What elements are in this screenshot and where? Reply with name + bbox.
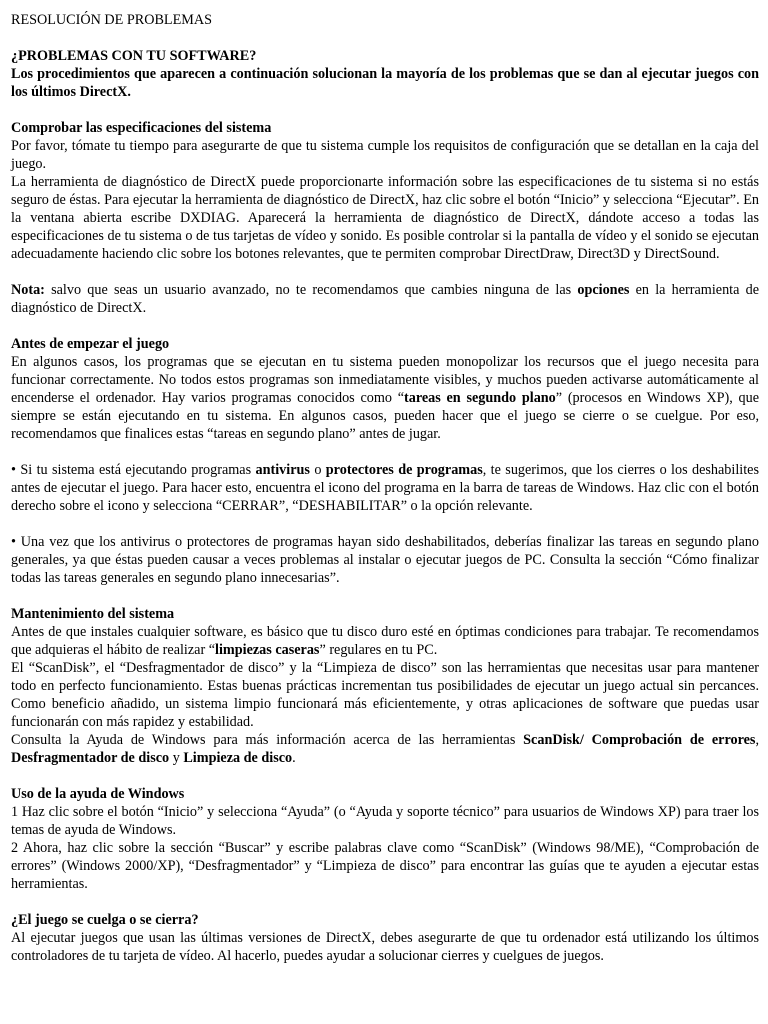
crash-paragraph-1: Al ejecutar juegos que usan las últimas versiones de DirectX, debes asegurarte de que tu ordenador está utilizando los últimos controladores de tu tarjeta de vídeo. Al hacerlo, puedes ayudar a solucionar cierres y cuelgues de juegos. bbox=[11, 930, 759, 964]
maintenance-paragraph-3 bbox=[11, 731, 759, 767]
maint-p1-a: Antes de que instales cualquier software, es básico que tu disco duro esté en óptimas condiciones para trabajar. Te recomendamos que adquieras el hábito de realizar “ bbox=[11, 624, 759, 658]
before-p1-a: En algunos casos, los programas que se ejecutan en tu sistema pueden monopolizar los recursos que el juego necesita para funcionar correctamente. No todos estos programas son inmediatamente visibles, y muchos pueden activarse automáticamente al encenderse el ordenador. Hay varios programas conocidos como “ bbox=[11, 354, 759, 406]
note-bold-options: opciones bbox=[577, 282, 630, 298]
maint-p3-a: Consulta la Ayuda de Windows para más información acerca de las herramientas bbox=[11, 732, 524, 748]
maintenance-heading: Mantenimiento del sistema bbox=[11, 606, 175, 622]
help-step-2: 2 Ahora, haz clic sobre la sección “Buscar” y escribe palabras clave como “ScanDisk” (Windows 98/ME), “Comprobación de errores” (Windows 2000/XP), “Desfragmentador” y “Limpieza de disco” para encontrar las guías que te ayuden a ejecutar estas herramientas. bbox=[11, 840, 759, 892]
before-paragraph-1 bbox=[11, 353, 759, 443]
crash-heading: ¿El juego se cuelga o se cierra? bbox=[11, 912, 199, 928]
maint-p3-sep2: y bbox=[169, 750, 184, 766]
note-text-b: en la herramienta de diagnóstico de DirectX. bbox=[11, 282, 760, 316]
maint-p1-bold: limpiezas caseras bbox=[215, 642, 320, 658]
bullet1-mid: o bbox=[309, 462, 326, 478]
help-step-1: 1 Haz clic sobre el botón “Inicio” y selecciona “Ayuda” (o “Ayuda y soporte técnico” para usuarios de Windows XP) para traer los temas de ayuda de Windows. bbox=[11, 804, 759, 838]
specs-note bbox=[11, 281, 759, 317]
before-p1-bold: tareas en segundo plano bbox=[404, 390, 556, 406]
maint-p3-sep1: , bbox=[755, 732, 759, 748]
maint-p1-b: ” regulares en tu PC. bbox=[319, 642, 438, 658]
specs-paragraph-2: La herramienta de diagnóstico de DirectX puede proporcionarte información sobre las especificaciones de tu sistema si no estás seguro de éstas. Para ejecutar la herramienta de diagnóstico de DirectX, haz clic sobre el botón “Inicio” y selecciona “Ejecutar”. En la ventana abierta escribe DXDIAG. Aparecerá la herramienta de diagnóstico de DirectX, dándote acceso a todas las especificaciones de tu sistema o de tus tarjetas de vídeo y sonido. Es posible controlar si la pantalla de vídeo y el sonido se ejecutan adecuadamente haciendo clic sobre los botones relevantes, que te permiten comprobar DirectDraw, Direct3D y DirectSound. bbox=[11, 174, 759, 262]
maint-p3-bold-cleanup: Limpieza de disco bbox=[183, 750, 293, 766]
note-label: Nota: bbox=[11, 282, 45, 298]
maint-p3-bold-defrag: Desfragmentador de disco bbox=[11, 750, 170, 766]
before-bullet-1 bbox=[11, 461, 759, 515]
document-title: RESOLUCIÓN DE PROBLEMAS bbox=[11, 12, 213, 28]
bullet1-bold-protectores: protectores de programas bbox=[325, 462, 483, 478]
bullet1-bold-antivirus: antivirus bbox=[255, 462, 310, 478]
maintenance-paragraph-1 bbox=[11, 623, 759, 659]
help-heading: Uso de la ayuda de Windows bbox=[11, 786, 185, 802]
before-bullet-2: • Una vez que los antivirus o protectores de programas hayan sido deshabilitados, deberías finalizar las tareas en segundo plano generales, ya que éstas pueden causar a veces problemas al instalar o ejecutar juegos de PC. Consulta la sección “Cómo finalizar todas las tareas generales en segundo plano innecesarias”. bbox=[11, 534, 759, 586]
note-text-a: salvo que seas un usuario avanzado, no te recomendamos que cambies ninguna de las bbox=[44, 282, 578, 298]
before-heading: Antes de empezar el juego bbox=[11, 336, 170, 352]
bullet1-a: • Si tu sistema está ejecutando programas bbox=[11, 462, 256, 478]
before-p1-b: ” (procesos en Windows XP), que siempre se están ejecutando en tu sistema. En algunos casos, pueden hacer que el juego se cierre o se cuelgue. Por eso, recomendamos que finalices estas “tareas en segundo plano” antes de jugar. bbox=[11, 390, 759, 442]
intro-heading: ¿PROBLEMAS CON TU SOFTWARE? bbox=[11, 48, 257, 64]
maint-p3-end: . bbox=[292, 750, 296, 766]
specs-heading: Comprobar las especificaciones del sistema bbox=[11, 120, 272, 136]
maint-p3-bold-scandisk: ScanDisk/ Comprobación de errores bbox=[523, 732, 756, 748]
maintenance-paragraph-2: El “ScanDisk”, el “Desfragmentador de disco” y la “Limpieza de disco” son las herramientas que necesitas usar para mantener todo en perfecto funcionamiento. Estas buenas prácticas incrementan tus posibilidades de ejecutar un juego actual sin percances. Como beneficio añadido, un sistema limpio funcionará más eficientemente, y otras aplicaciones de software que puedas usar funcionarán con más rapidez y estabilidad. bbox=[11, 660, 759, 730]
specs-paragraph-1: Por favor, tómate tu tiempo para asegurarte de que tu sistema cumple los requisitos de configuración que se detallan en la caja del juego. bbox=[11, 138, 759, 172]
bullet1-b: , te sugerimos, que los cierres o los deshabilites antes de ejecutar el juego. Para hacer esto, encuentra el icono del programa en la barra de tareas de Windows. Haz clic con el botón derecho sobre el icono y selecciona “CERRAR”, “DESHABILITAR” o la opción relevante. bbox=[11, 462, 759, 514]
intro-lead: Los procedimientos que aparecen a continuación solucionan la mayoría de los problemas que se dan al ejecutar juegos con los últimos DirectX. bbox=[11, 66, 759, 100]
